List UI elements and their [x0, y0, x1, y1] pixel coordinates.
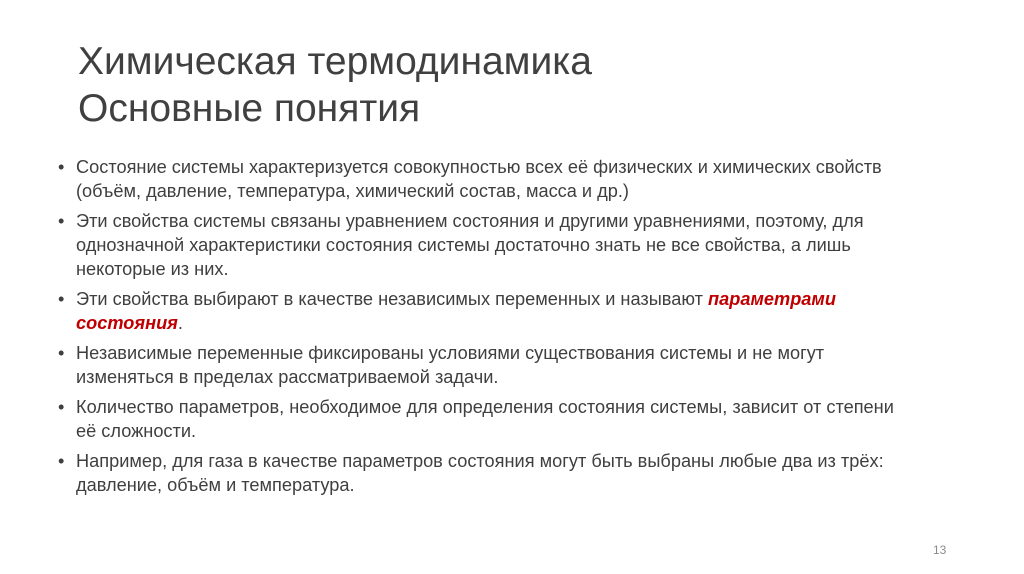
bullet-item-gas-example [58, 449, 958, 497]
bullet-text-line: Эти свойства системы связаны уравнением состояния и другими уравнениями, поэтому, для [76, 211, 864, 231]
bullet-text-line: однозначной характеристики состояния системы достаточно знать не все свойства, а лишь [76, 235, 851, 255]
bullet-text-line: её сложности. [76, 421, 197, 441]
bullet-marker: • [58, 343, 65, 363]
bullet-text-line: Например, для газа в качестве параметров состояния могут быть выбраны любые два из трёх: [76, 451, 884, 471]
bullet-item-state-parameters [58, 287, 958, 335]
bullet-text-line: изменяться в пределах рассматриваемой задачи. [76, 367, 499, 387]
bullet-list [58, 155, 958, 503]
bullet-text-line: давление, объём и температура. [76, 475, 355, 495]
bullet-text-line [76, 287, 958, 311]
slide-title [78, 38, 958, 132]
bullet-text-plain: Эти свойства выбирают в качестве независимых переменных и называют [76, 289, 708, 309]
highlighted-term: состояния [76, 313, 178, 333]
page-number: 13 [933, 543, 947, 557]
bullet-marker: • [58, 211, 65, 231]
bullet-item-independent-variables [58, 341, 958, 389]
bullet-text-line: Количество параметров, необходимое для определения состояния системы, зависит от степени [76, 397, 894, 417]
bullet-text-line: (объём, давление, температура, химический состав, масса и др.) [76, 181, 629, 201]
bullet-marker: • [58, 397, 65, 417]
highlighted-term: параметрами [708, 289, 836, 309]
bullet-text-line: Состояние системы характеризуется совокупностью всех её физических и химических свойств [76, 157, 882, 177]
bullet-item-equation-of-state [58, 209, 958, 281]
title-line-1: Химическая термодинамика [78, 40, 592, 83]
bullet-item-state-definition [58, 155, 958, 203]
bullet-text-line [76, 311, 958, 335]
bullet-marker: • [58, 157, 65, 177]
bullet-text-line: Независимые переменные фиксированы условиями существования системы и не могут [76, 343, 825, 363]
bullet-marker: • [58, 289, 65, 309]
title-line-2: Основные понятия [78, 87, 421, 130]
bullet-item-parameter-count [58, 395, 958, 443]
bullet-marker: • [58, 451, 65, 471]
bullet-text-line: некоторые из них. [76, 259, 229, 279]
bullet-text-plain: . [177, 313, 183, 333]
